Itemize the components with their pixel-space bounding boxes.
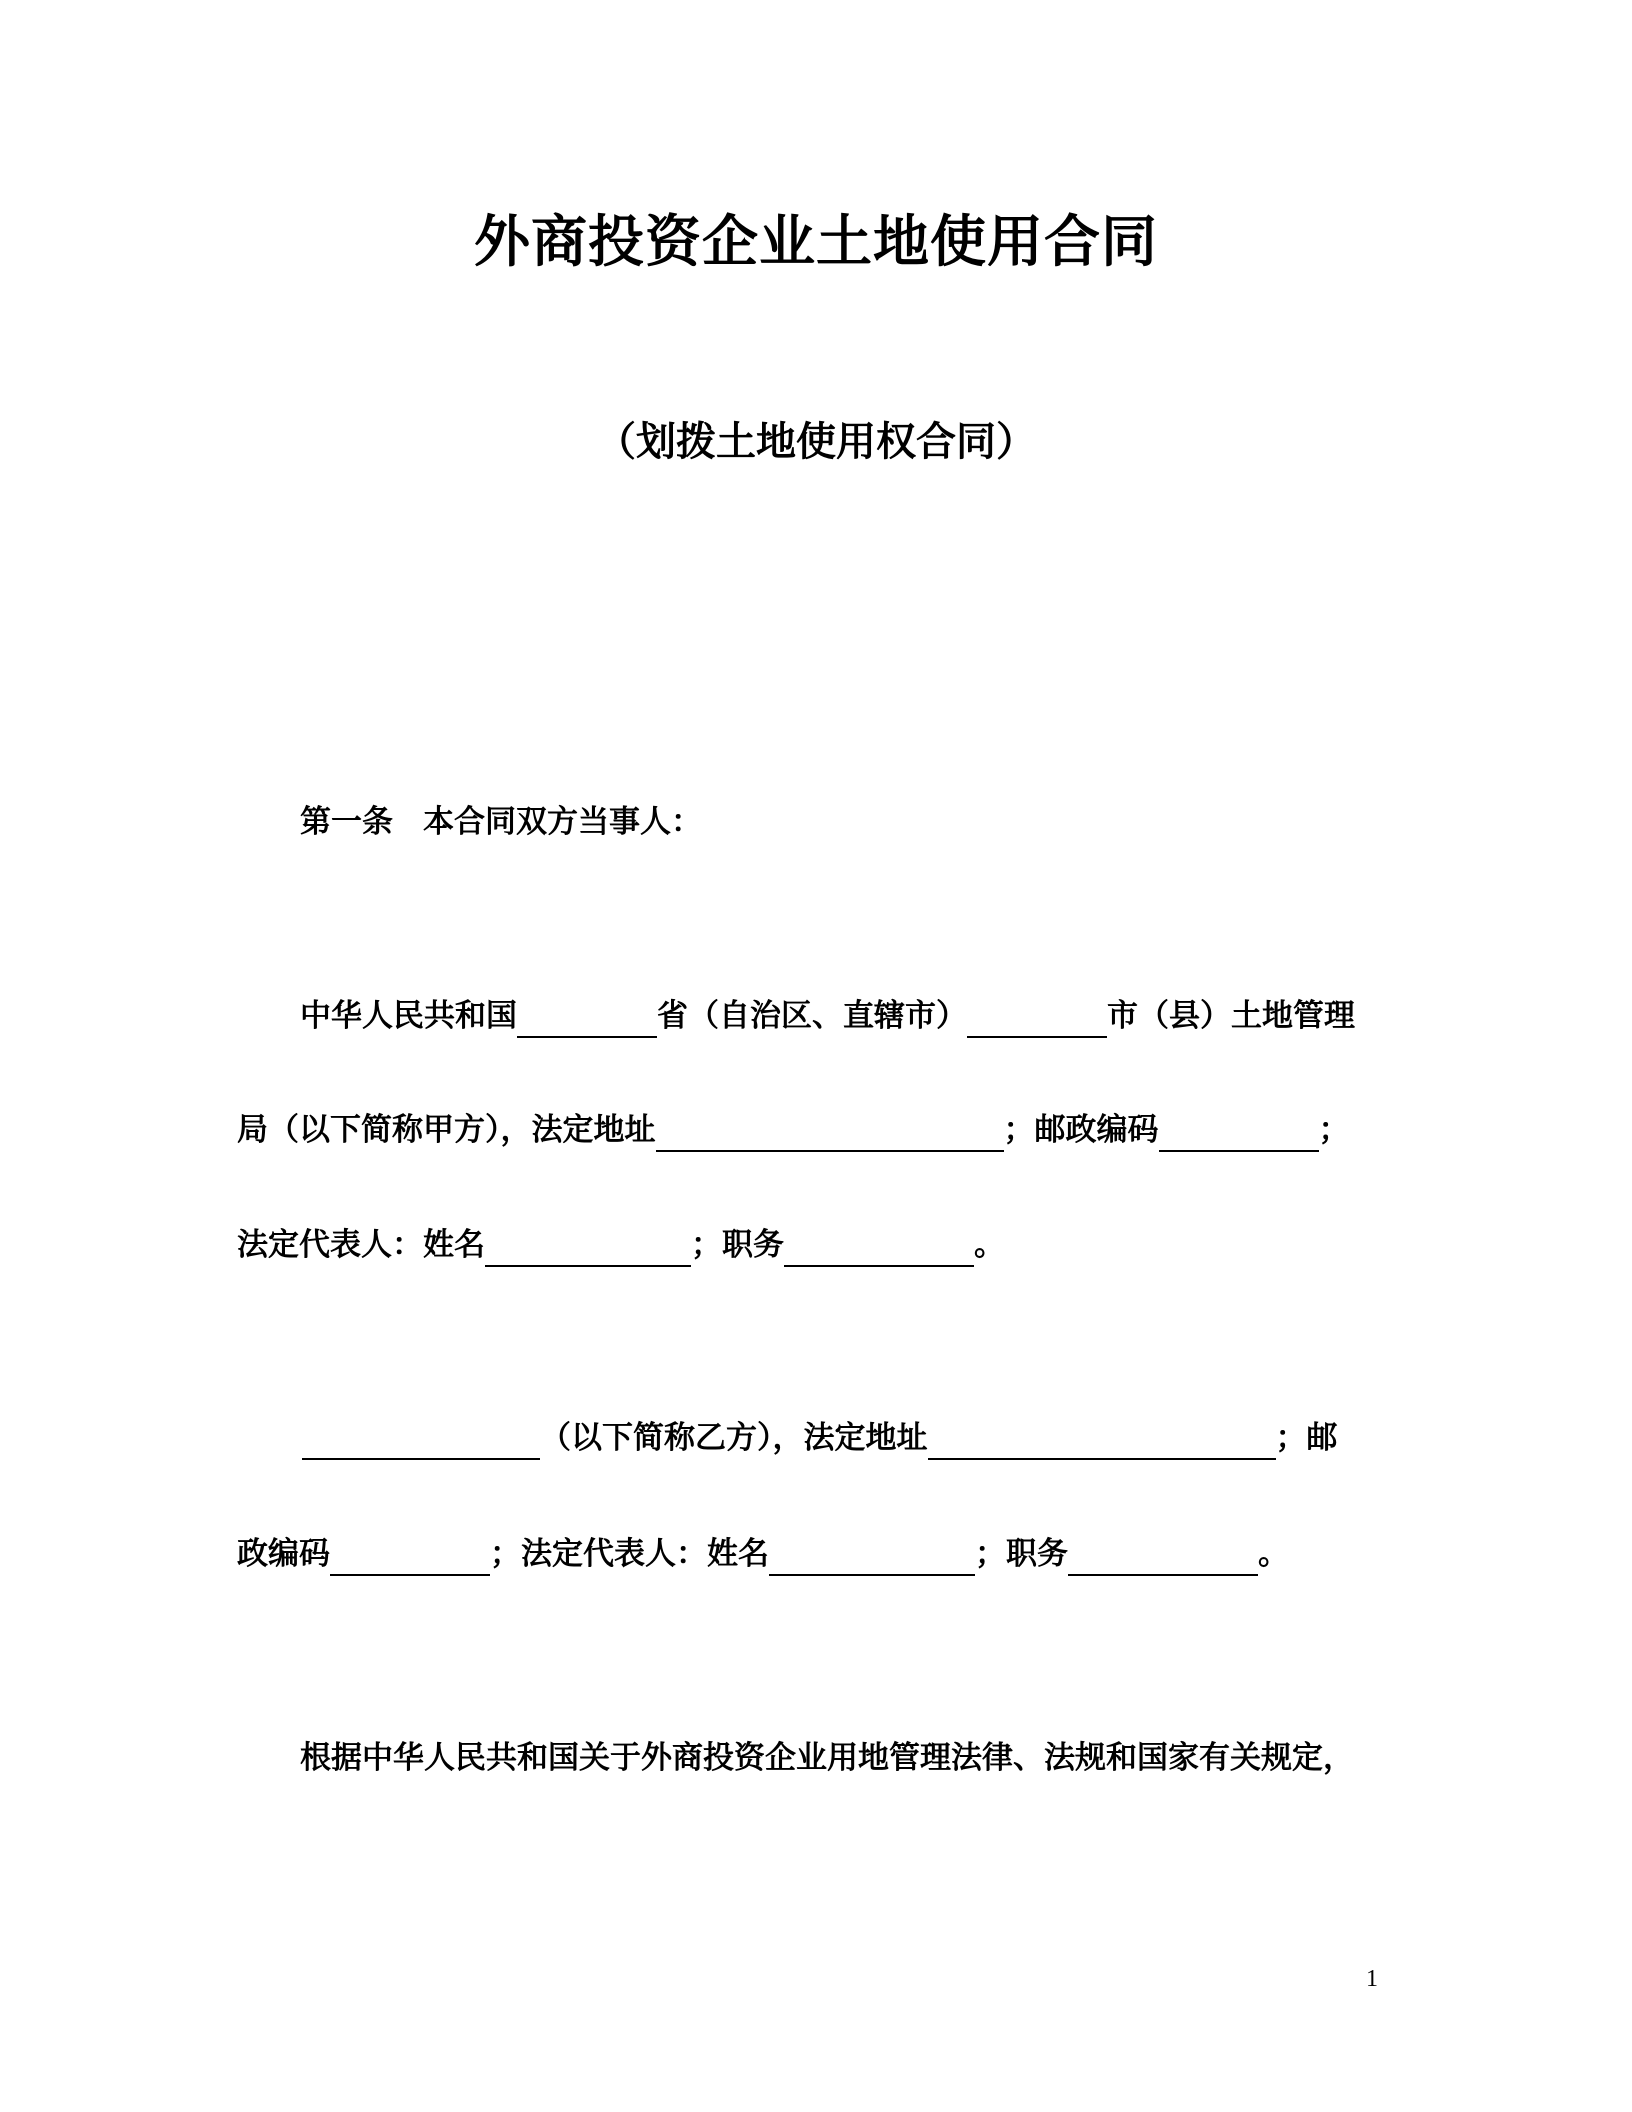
party-b-postcode-blank[interactable] <box>330 1536 490 1576</box>
document-subtitle: （划拨土地使用权合同） <box>596 419 1036 465</box>
party-a-rep-title-label: ；职务 <box>691 1227 784 1263</box>
page-number: 1 <box>1366 1966 1378 1992</box>
province-blank[interactable] <box>517 998 657 1038</box>
period: 。 <box>1258 1536 1289 1572</box>
party-a-country-label: 中华人民共和国 <box>300 998 517 1034</box>
party-a-line-3 <box>237 1223 1005 1267</box>
party-b-postcode-label-start: ；邮 <box>1275 1420 1338 1456</box>
party-a-line-1 <box>300 994 1355 1038</box>
party-a-rep-title-blank[interactable] <box>784 1227 974 1267</box>
party-b-rep-name-label: ；法定代表人：姓名 <box>490 1536 769 1572</box>
party-a-rep-name-blank[interactable] <box>485 1227 691 1267</box>
party-b-name-blank[interactable] <box>302 1420 540 1460</box>
party-b-line-2 <box>237 1532 1289 1576</box>
document-title: 外商投资企业土地使用合同 <box>474 210 1158 275</box>
article-1-heading <box>300 800 702 844</box>
party-b-line-1 <box>302 1416 1338 1460</box>
city-label: 市（县）土地管理 <box>1107 998 1355 1034</box>
city-blank[interactable] <box>967 998 1107 1038</box>
province-label: 省（自治区、直辖市） <box>657 998 967 1034</box>
party-a-postcode-label: ；邮政编码 <box>1003 1112 1159 1148</box>
party-a-rep-name-label: 法定代表人：姓名 <box>237 1227 485 1263</box>
semicolon: ； <box>1318 1112 1350 1148</box>
party-b-address-blank[interactable] <box>928 1420 1276 1460</box>
article-number: 第一条 <box>300 804 393 840</box>
party-b-address-label: （以下简称乙方），法定地址 <box>540 1420 928 1456</box>
period: 。 <box>974 1227 1005 1263</box>
party-b-rep-name-blank[interactable] <box>769 1536 975 1576</box>
article-heading-text: 本合同双方当事人： <box>423 804 702 840</box>
party-a-address-label: 局（以下简称甲方），法定地址 <box>237 1112 656 1148</box>
basis-paragraph: 根据中华人民共和国关于外商投资企业用地管理法律、法规和国家有关规定， <box>300 1740 1354 1776</box>
party-a-postcode-blank[interactable] <box>1159 1112 1319 1152</box>
party-a-address-blank[interactable] <box>656 1112 1004 1152</box>
party-b-rep-title-label: ；职务 <box>975 1536 1068 1572</box>
party-b-postcode-label-end: 政编码 <box>237 1536 330 1572</box>
party-a-line-2 <box>237 1108 1350 1152</box>
party-b-rep-title-blank[interactable] <box>1068 1536 1258 1576</box>
